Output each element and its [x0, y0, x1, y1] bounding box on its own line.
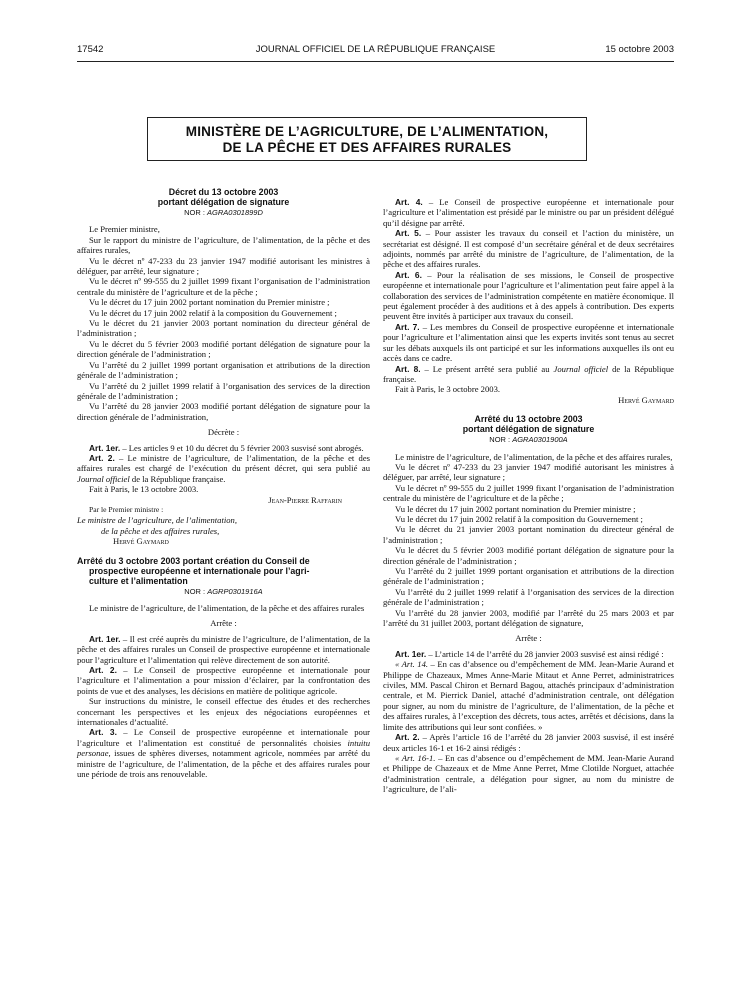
article: Art. 4. – Le Conseil de prospective européenne et internationale pour l’agriculture et l’alimentation est présidé par le ministre ou par un président délégué qu’il désigne par arrêté. [383, 197, 674, 228]
article: Art. 7. – Les membres du Conseil de prospective européenne et internationale pour l’agriculture et l’alimentation ainsi que les experts invités sont tenus au secret sur les débats auxquels ils ont participé et sur les informations auxquelles ils ont eu accès dans ce cadre. [383, 321, 674, 364]
left-column [77, 187, 370, 780]
minister-line-2: de la pêche et des affaires rurales, [101, 525, 220, 536]
article: Art. 3. – Le Conseil de prospective européenne et internationale pour l’agriculture et l’alimentation est constitué de personnalités choisies intuitu personae, issues de sphères diverses, notamment agricole, nommées par arrêté du ministre de l’agriculture, de l’alimentation, de la pêche et des affaires rurales pour une période de trois ans renouvelable. [77, 727, 370, 780]
header-rule [77, 61, 674, 62]
done-at: Fait à Paris, le 13 octobre 2003. [89, 484, 199, 495]
issue-date: 15 octobre 2003 [605, 44, 674, 55]
paragraph: Vu l’arrêté du 2 juillet 1999 portant organisation et attributions de la direction générale de l’administration ; [383, 566, 674, 587]
article: Art. 1er. – L’article 14 de l’arrêté du 28 janvier 2003 susvisé est ainsi rédigé : [395, 648, 664, 659]
article: « Art. 16-1. – En cas d’absence ou d’empêchement de MM. Jean-Marie Aurand et Philippe de Chazeaux et de Mme Anne Perret, Mme Clotilde Norguet, attachée d’administration centrale, a délégation pour signer, au nom du ministre de l’agriculture, de l’ali- [383, 752, 674, 795]
journal-title: JOURNAL OFFICIEL DE LA RÉPUBLIQUE FRANÇAISE [255, 44, 496, 55]
article: « Art. 14. – En cas d’absence ou d’empêchement de MM. Jean-Marie Aurand et Philippe de Chazeaux, Mmes Anne-Marie Mitaut et Anne Perret, administratrices civiles, MM. Pascal Chiron et Bernard Bagou, attachés principaux d’administration centrale, et M. Pierrick Daniel, attaché d’administration centrale, ont délégation pour signer, au nom du ministre de l’agriculture, de l’alimentation, de la pêche et des affaires rurales, à l’exception des décrets, tous actes, arrêtés et décisions, dans la limite des attributions qui leur sont confiées. » [383, 659, 675, 732]
paragraph: Sur instructions du ministre, le conseil effectue des études et des recherches concernant les perspectives et les enjeux des négociations européennes et internationales d’actualité. [77, 696, 370, 728]
ministry-line-1: MINISTÈRE DE L’AGRICULTURE, DE L’ALIMENTATION, [185, 124, 549, 139]
paragraph: Vu l’arrêté du 2 juillet 1999 portant organisation et attributions de la direction générale de l’administration ; [77, 359, 370, 381]
article: Art. 5. – Pour assister les travaux du conseil et l’action du ministère, un secrétariat est désigné. Il est composé d’un secrétaire général et de deux secrétaires adjoints, nommés par arrêté du ministre de l’agriculture, de l’alimentation, de la pêche et des affaires rurales. [383, 228, 674, 270]
done-at: Fait à Paris, le 3 octobre 2003. [395, 384, 501, 395]
minister-line-1: Le ministre de l’agriculture, de l’alimentation, [77, 515, 237, 526]
paragraph: Vu l’arrêté du 2 juillet 1999 relatif à l’organisation des services de la direction générale de l’administration ; [77, 380, 370, 401]
signature: Jean-Pierre Raffarin [268, 494, 342, 505]
decrete: Décrète : [207, 427, 240, 438]
paragraph: Le ministre de l’agriculture, de l’alimentation, de la pêche et des affaires rurales [89, 603, 365, 613]
paragraph: Vu le décret du 17 juin 2002 portant nomination du Premier ministre ; [89, 297, 330, 308]
paragraph: Vu le décret du 5 février 2003 modifié portant délégation de signature pour la direction générale de l’administration ; [77, 338, 370, 360]
article: Art. 8. – Le présent arrêté sera publié au Journal officiel de la République française. [383, 363, 674, 384]
paragraph: Vu le décret du 17 juin 2002 relatif à la composition du Gouvernement ; [89, 307, 337, 318]
ministry-box [147, 117, 587, 161]
paragraph: Vu le décret du 17 juin 2002 portant nomination du Premier ministre ; [395, 503, 636, 514]
article: Art. 1er. – Il est créé auprès du ministre de l’agriculture, de l’alimentation, de la pêche et des affaires rurales un Conseil de prospective européenne et internationale pour l’agriculture et l’alimentation qui relève directement de son autorité. [77, 633, 370, 665]
decree-nor: NOR : AGRA0301899D [184, 208, 263, 217]
paragraph: Vu le décret du 5 février 2003 modifié portant délégation de signature pour la direction générale de l’administration ; [383, 545, 674, 566]
paragraph: Le Premier ministre, [89, 224, 160, 235]
by-pm: Par le Premier ministre : [89, 504, 164, 514]
paragraph: Vu le décret nº 47-233 du 23 janvier 1947 modifié autorisant les ministres à déléguer, par arrêté, leur signature ; [77, 255, 370, 277]
arrete-nor: NOR : AGRP0301916A [184, 586, 263, 596]
paragraph: Vu le décret du 17 juin 2002 relatif à la composition du Gouvernement ; [395, 513, 643, 524]
paragraph: Vu le décret nº 99-555 du 2 juillet 1999 fixant l’organisation de l’administration centrale du ministère de l’agriculture et de la pêche ; [77, 276, 370, 297]
article: Art. 2. – Le Conseil de prospective européenne et internationale pour l’agriculture et l’alimentation a pour mission d’éclairer, par la confrontation des points de vue et des analyses, les décisions en matière de politique agricole. [77, 665, 370, 696]
page-number: 17542 [77, 44, 104, 55]
article: Art. 2. – Le ministre de l’agriculture, de l’alimentation, de la pêche et des affaires rurales est chargé de l’exécution du présent décret, qui sera publié au Journal officiel de la République française. [77, 452, 370, 484]
paragraph: Vu l’arrêté du 28 janvier 2003, modifié par l’arrêté du 25 mars 2003 et par l’arrêté du 31 juillet 2003, portant délégation de signature, [383, 607, 674, 629]
paragraph: Vu le décret du 21 janvier 2003 portant nomination du directeur général de l’administration ; [77, 318, 370, 339]
minister-signature: Hervé Gaymard [113, 536, 169, 547]
decree-title: Décret du 13 octobre 2003 portant délégation de signature [157, 187, 290, 207]
article: Art. 2. – Après l’article 16 de l’arrêté du 28 janvier 2003 susvisé, il est inséré deux articles 16-1 et 16-2 ainsi rédigés : [383, 732, 674, 753]
arrete-title: Arrêté du 3 octobre 2003 portant création du Conseil de prospective européenne et internationale pour l’agri- culture et l’alimentation [77, 555, 310, 586]
paragraph: Vu le décret nº 99-555 du 2 juillet 1999 fixant l’organisation de l’administration centrale du ministère de l’agriculture et de la pêche ; [383, 482, 674, 504]
article: Art. 6. – Pour la réalisation de ses missions, le Conseil de prospective européenne et internationale pour l’agriculture et l’alimentation peut faire appel à la collaboration des services de l’administration compétente en matière économique. Il peut également procéder à des auditions et à des appels à contribution. Des experts peuvent être invités à participer aux travaux du conseil. [383, 269, 674, 322]
paragraph: Vu le décret nº 47-233 du 23 janvier 1947 modifié autorisant les ministres à déléguer, par arrêté, leur signature ; [383, 461, 674, 483]
arrete: Arrête : [515, 633, 542, 644]
paragraph: Vu l’arrêté du 2 juillet 1999 relatif à l’organisation des services de la direction générale de l’administration ; [383, 586, 674, 608]
article: Art. 1er. – Les articles 9 et 10 du décret du 5 février 2003 susvisé sont abrogés. [89, 442, 364, 453]
signature: Hervé Gaymard [618, 394, 674, 405]
arrete: Arrête : [210, 618, 237, 629]
running-header [77, 44, 674, 58]
arrete-2-nor: NOR : AGRA0301900A [489, 435, 568, 445]
paragraph: Le ministre de l’agriculture, de l’alimentation, de la pêche et des affaires rurales, [395, 451, 673, 462]
right-column [383, 197, 674, 795]
paragraph: Vu le décret du 21 janvier 2003 portant nomination du directeur général de l’administration ; [383, 524, 674, 545]
paragraph: Vu l’arrêté du 28 janvier 2003 modifié portant délégation de signature pour la direction générale de l’administration, [77, 401, 370, 422]
ministry-line-2: DE LA PÊCHE ET DES AFFAIRES RURALES [222, 140, 512, 155]
paragraph: Sur le rapport du ministre de l’agriculture, de l’alimentation, de la pêche et des affaires rurales, [77, 234, 370, 256]
arrete-2-title: Arrêté du 13 octobre 2003 portant délégation de signature [462, 414, 595, 435]
